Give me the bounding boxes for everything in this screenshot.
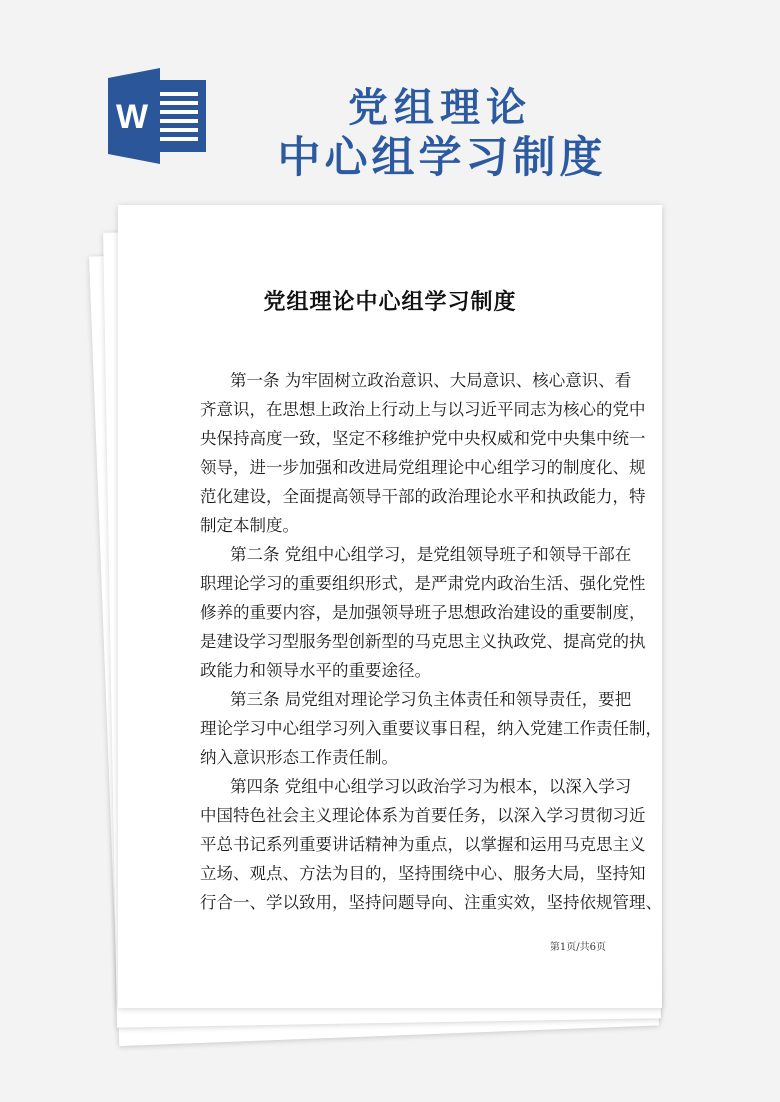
text-line: 职理论学习的重要组织形式，是严肃党内政治生活、强化党性: [200, 574, 646, 593]
banner-title-line2: 中心组学习制度: [277, 133, 607, 183]
banner-title-line1: 党组理论: [348, 85, 532, 131]
paragraph: [200, 366, 646, 540]
text-line: 央保持高度一致，坚定不移维护党中央权威和党中央集中统一: [200, 429, 646, 448]
paragraph: [200, 685, 662, 772]
word-document-icon: [108, 68, 210, 164]
text-line: 领导，进一步加强和改进局党组理论中心组学习的制度化、规: [200, 458, 646, 477]
document-page: [118, 205, 662, 1008]
text-line: 修养的重要内容，是加强领导班子思想政治建设的重要制度，: [200, 603, 646, 622]
text-line: 立场、观点、方法为目的，坚持围绕中心、服务大局，坚持知: [200, 864, 646, 883]
word-icon-letter: W: [115, 98, 149, 136]
paragraph: [200, 540, 646, 685]
text-line: 行合一、学以致用，坚持问题导向、注重实效，坚持依规管理、: [200, 893, 662, 912]
text-line: 平总书记系列重要讲话精神为重点，以掌握和运用马克思主义: [200, 835, 646, 854]
paragraph: [200, 772, 662, 917]
document-body: [200, 366, 662, 917]
text-line: 第二条 党组中心组学习，是党组领导班子和领导干部在: [230, 545, 632, 564]
text-line: 理论学习中心组学习列入重要议事日程，纳入党建工作责任制，: [200, 719, 662, 738]
text-line: 政能力和领导水平的重要途径。: [200, 661, 431, 680]
text-line: 范化建设，全面提高领导干部的政治理论水平和执政能力，特: [200, 487, 646, 506]
document-title: 党组理论中心组学习制度: [263, 290, 517, 315]
text-line: 是建设学习型服务型创新型的马克思主义执政党、提高党的执: [200, 632, 646, 651]
text-line: 第四条 党组中心组学习以政治学习为根本，以深入学习: [230, 777, 632, 796]
text-line: 纳入意识形态工作责任制。: [200, 748, 398, 767]
text-line: 制定本制度。: [200, 516, 299, 535]
text-line: 第一条 为牢固树立政治意识、大局意识、核心意识、看: [230, 371, 632, 390]
text-line: 第三条 局党组对理论学习负主体责任和领导责任，要把: [230, 690, 632, 709]
text-line: 中国特色社会主义理论体系为首要任务，以深入学习贯彻习近: [200, 806, 646, 825]
text-line: 齐意识，在思想上政治上行动上与以习近平同志为核心的党中: [200, 400, 646, 419]
page-number: 第1页/共6页: [549, 942, 606, 953]
